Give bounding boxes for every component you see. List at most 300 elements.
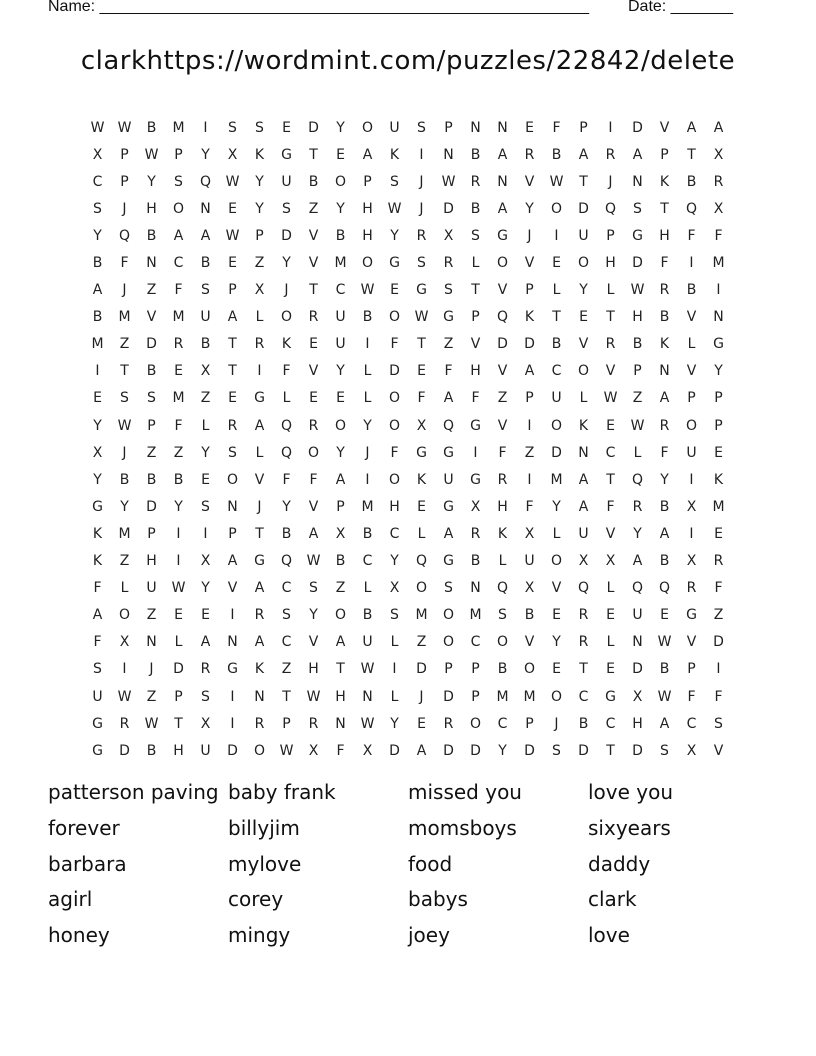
grid-letter: X xyxy=(416,417,427,434)
grid-letter: Q xyxy=(604,200,617,217)
grid-letter: B xyxy=(362,525,373,542)
grid-letter: A xyxy=(443,525,454,542)
grid-letter: J xyxy=(284,282,289,299)
grid-letter: E xyxy=(309,390,318,407)
grid-letter: E xyxy=(228,390,237,407)
grid-letter: P xyxy=(174,688,183,705)
grid-letter: N xyxy=(632,173,643,190)
grid-letter: S xyxy=(633,200,642,217)
grid-letter: D xyxy=(308,119,319,136)
grid-letter: Y xyxy=(390,227,399,244)
grid-letter: C xyxy=(362,553,373,570)
grid-letter: B xyxy=(497,661,508,678)
grid-letter: S xyxy=(201,498,210,515)
grid-letter: F xyxy=(714,688,723,705)
name-line: Name: _______________________________________________________ xyxy=(48,0,589,15)
grid-letter: E xyxy=(282,119,291,136)
grid-letter: C xyxy=(578,688,589,705)
grid-letter: J xyxy=(122,444,127,461)
grid-letter: R xyxy=(254,715,265,732)
grid-letter: W xyxy=(144,715,159,732)
grid-letter: L xyxy=(363,390,372,407)
grid-letter: Y xyxy=(336,200,345,217)
grid-row xyxy=(84,466,732,493)
grid-letter: V xyxy=(605,525,616,542)
grid-letter: S xyxy=(417,119,426,136)
grid-letter: O xyxy=(442,634,455,651)
grid-letter: T xyxy=(471,282,480,299)
grid-letter: I xyxy=(95,363,100,380)
grid-letter: X xyxy=(524,580,535,597)
grid-letter: A xyxy=(659,715,670,732)
grid-letter: T xyxy=(579,661,588,678)
grid-letter: K xyxy=(578,417,589,434)
grid-letter: A xyxy=(173,227,184,244)
grid-letter: N xyxy=(470,119,481,136)
grid-letter: M xyxy=(712,498,725,515)
grid-letter: L xyxy=(606,634,615,651)
grid-letter: Q xyxy=(280,553,293,570)
grid-letter: O xyxy=(172,200,185,217)
grid-letter: O xyxy=(550,688,563,705)
grid-letter: E xyxy=(714,525,723,542)
grid-letter: K xyxy=(92,525,103,542)
grid-letter: A xyxy=(416,742,427,759)
grid-letter: S xyxy=(174,173,183,190)
grid-letter: U xyxy=(92,688,103,705)
grid-letter: V xyxy=(524,255,535,272)
grid-letter: Q xyxy=(577,580,590,597)
grid-letter: K xyxy=(524,309,535,326)
grid-letter: O xyxy=(550,200,563,217)
grid-letter: D xyxy=(389,363,400,380)
grid-letter: O xyxy=(361,119,374,136)
grid-letter: N xyxy=(578,444,589,461)
grid-letter: Y xyxy=(174,498,183,515)
grid-letter: S xyxy=(282,607,291,624)
grid-letter: C xyxy=(281,634,292,651)
grid-row xyxy=(84,249,732,276)
grid-letter: W xyxy=(360,715,375,732)
word-list-item: honey xyxy=(48,923,110,948)
grid-letter: S xyxy=(390,173,399,190)
grid-letter: E xyxy=(174,363,183,380)
grid-row xyxy=(84,168,732,195)
grid-letter: S xyxy=(201,688,210,705)
grid-letter: L xyxy=(579,390,588,407)
grid-letter: W xyxy=(171,580,186,597)
grid-row xyxy=(84,737,732,764)
grid-letter: X xyxy=(92,444,103,461)
grid-letter: I xyxy=(392,661,397,678)
grid-letter: Q xyxy=(415,553,428,570)
grid-letter: O xyxy=(577,255,590,272)
grid-letter: Q xyxy=(442,417,455,434)
grid-letter: B xyxy=(92,255,103,272)
grid-letter: G xyxy=(497,227,508,244)
grid-letter: U xyxy=(389,119,400,136)
grid-letter: A xyxy=(443,390,454,407)
grid-letter: F xyxy=(471,390,480,407)
grid-letter: Y xyxy=(120,498,129,515)
grid-letter: T xyxy=(309,146,318,163)
word-list xyxy=(48,780,768,959)
grid-row xyxy=(84,195,732,222)
grid-letter: G xyxy=(389,255,400,272)
grid-letter: C xyxy=(281,580,292,597)
grid-letter: A xyxy=(578,471,589,488)
grid-letter: C xyxy=(470,634,481,651)
grid-letter: J xyxy=(149,661,154,678)
grid-letter: O xyxy=(226,471,239,488)
grid-letter: X xyxy=(200,363,211,380)
grid-letter: E xyxy=(228,200,237,217)
grid-letter: E xyxy=(93,390,102,407)
grid-letter: B xyxy=(470,200,481,217)
grid-letter: Q xyxy=(658,580,671,597)
grid-letter: F xyxy=(282,363,291,380)
grid-letter: P xyxy=(579,119,588,136)
grid-letter: L xyxy=(417,525,426,542)
grid-letter: Q xyxy=(199,173,212,190)
grid-letter: E xyxy=(606,661,615,678)
grid-letter: W xyxy=(117,119,132,136)
grid-letter: H xyxy=(335,688,346,705)
grid-letter: T xyxy=(606,742,615,759)
grid-letter: I xyxy=(689,255,694,272)
grid-letter: O xyxy=(496,634,509,651)
grid-letter: C xyxy=(173,255,184,272)
grid-letter: A xyxy=(335,634,346,651)
grid-letter: C xyxy=(605,444,616,461)
grid-letter: D xyxy=(632,119,643,136)
grid-letter: S xyxy=(93,661,102,678)
grid-letter: Z xyxy=(713,607,724,624)
grid-letter: R xyxy=(605,336,616,353)
grid-letter: Q xyxy=(496,580,509,597)
grid-letter: W xyxy=(414,309,429,326)
grid-letter: L xyxy=(120,580,129,597)
grid-letter: P xyxy=(147,417,156,434)
grid-letter: A xyxy=(578,498,589,515)
grid-letter: Z xyxy=(146,688,157,705)
grid-letter: L xyxy=(687,336,696,353)
grid-letter: M xyxy=(172,309,185,326)
grid-letter: M xyxy=(91,336,104,353)
grid-letter: B xyxy=(551,336,562,353)
grid-letter: W xyxy=(657,688,672,705)
grid-letter: A xyxy=(200,227,211,244)
grid-letter: O xyxy=(307,444,320,461)
grid-letter: V xyxy=(308,634,319,651)
grid-letter: J xyxy=(419,688,424,705)
grid-letter: B xyxy=(308,173,319,190)
grid-letter: N xyxy=(443,146,454,163)
grid-letter: B xyxy=(146,363,157,380)
header xyxy=(48,0,748,20)
grid-letter: R xyxy=(200,661,211,678)
grid-letter: P xyxy=(714,390,723,407)
grid-letter: Y xyxy=(633,525,642,542)
grid-letter: O xyxy=(388,390,401,407)
grid-letter: W xyxy=(306,553,321,570)
grid-letter: Z xyxy=(119,336,130,353)
grid-row xyxy=(84,710,732,737)
word-list-item: joey xyxy=(408,923,450,948)
grid-letter: F xyxy=(498,444,507,461)
grid-letter: F xyxy=(282,471,291,488)
grid-letter: X xyxy=(686,742,697,759)
grid-letter: R xyxy=(659,417,670,434)
grid-letter: Z xyxy=(308,200,319,217)
grid-row xyxy=(84,114,732,141)
grid-letter: P xyxy=(228,525,237,542)
grid-letter: B xyxy=(119,471,130,488)
grid-letter: E xyxy=(417,715,426,732)
grid-letter: D xyxy=(443,742,454,759)
grid-letter: Y xyxy=(93,471,102,488)
grid-letter: F xyxy=(93,634,102,651)
grid-letter: T xyxy=(255,525,264,542)
grid-letter: I xyxy=(419,146,424,163)
grid-letter: G xyxy=(443,553,454,570)
grid-letter: Z xyxy=(254,255,265,272)
grid-letter: A xyxy=(659,390,670,407)
grid-letter: N xyxy=(254,688,265,705)
grid-letter: F xyxy=(336,742,345,759)
grid-letter: K xyxy=(497,525,508,542)
grid-letter: V xyxy=(308,363,319,380)
grid-letter: Z xyxy=(281,661,292,678)
grid-letter: R xyxy=(578,634,589,651)
grid-letter: P xyxy=(147,525,156,542)
grid-letter: V xyxy=(578,336,589,353)
grid-letter: I xyxy=(203,525,208,542)
grid-letter: W xyxy=(279,742,294,759)
grid-row xyxy=(84,141,732,168)
grid-letter: I xyxy=(176,553,181,570)
grid-letter: L xyxy=(552,525,561,542)
grid-letter: L xyxy=(174,634,183,651)
grid-row xyxy=(84,683,732,710)
grid-letter: G xyxy=(605,688,616,705)
word-list-item: love you xyxy=(588,780,674,804)
grid-letter: F xyxy=(714,227,723,244)
grid-letter: W xyxy=(387,200,402,217)
grid-letter: R xyxy=(524,146,535,163)
grid-letter: Q xyxy=(685,200,698,217)
grid-letter: E xyxy=(579,309,588,326)
grid-letter: H xyxy=(362,227,373,244)
grid-letter: E xyxy=(336,390,345,407)
word-list-item: agirl xyxy=(48,887,93,912)
grid-letter: B xyxy=(659,661,670,678)
grid-letter: I xyxy=(527,417,532,434)
grid-letter: E xyxy=(660,607,669,624)
grid-letter: T xyxy=(228,336,237,353)
grid-letter: W xyxy=(225,173,240,190)
grid-letter: S xyxy=(498,607,507,624)
grid-letter: I xyxy=(257,363,262,380)
grid-letter: V xyxy=(497,363,508,380)
grid-letter: G xyxy=(443,444,454,461)
grid-letter: A xyxy=(254,634,265,651)
grid-letter: Z xyxy=(119,553,130,570)
grid-letter: L xyxy=(363,363,372,380)
grid-letter: O xyxy=(388,309,401,326)
grid-letter: Z xyxy=(200,390,211,407)
grid-letter: A xyxy=(254,417,265,434)
grid-letter: E xyxy=(714,444,723,461)
grid-letter: L xyxy=(390,688,399,705)
grid-letter: S xyxy=(228,444,237,461)
grid-letter: V xyxy=(308,498,319,515)
grid-letter: Y xyxy=(201,444,210,461)
grid-letter: Y xyxy=(336,444,345,461)
grid-letter: D xyxy=(227,742,238,759)
grid-letter: R xyxy=(227,417,238,434)
grid-letter: S xyxy=(309,580,318,597)
grid-letter: U xyxy=(686,444,697,461)
word-list-item: clark xyxy=(588,887,637,912)
grid-letter: V xyxy=(686,309,697,326)
grid-letter: V xyxy=(497,282,508,299)
grid-letter: H xyxy=(308,661,319,678)
grid-letter: F xyxy=(93,580,102,597)
grid-letter: Y xyxy=(201,146,210,163)
grid-letter: V xyxy=(551,580,562,597)
grid-letter: X xyxy=(308,742,319,759)
grid-letter: D xyxy=(146,498,157,515)
grid-letter: Z xyxy=(146,444,157,461)
grid-letter: H xyxy=(146,553,157,570)
grid-letter: Y xyxy=(201,580,210,597)
grid-letter: Y xyxy=(309,607,318,624)
grid-letter: A xyxy=(254,580,265,597)
grid-letter: X xyxy=(443,227,454,244)
grid-letter: Y xyxy=(552,498,561,515)
grid-letter: X xyxy=(92,146,103,163)
grid-letter: R xyxy=(632,498,643,515)
grid-letter: V xyxy=(308,255,319,272)
grid-letter: Z xyxy=(443,336,454,353)
grid-row xyxy=(84,629,732,656)
grid-letter: P xyxy=(633,363,642,380)
letter-grid xyxy=(84,114,732,764)
grid-letter: J xyxy=(527,227,532,244)
grid-letter: G xyxy=(632,227,643,244)
grid-letter: B xyxy=(470,553,481,570)
grid-letter: P xyxy=(471,661,480,678)
grid-letter: J xyxy=(365,444,370,461)
grid-letter: D xyxy=(281,227,292,244)
grid-letter: Y xyxy=(390,553,399,570)
grid-letter: P xyxy=(120,146,129,163)
grid-letter: R xyxy=(713,553,724,570)
grid-letter: T xyxy=(174,715,183,732)
grid-letter: H xyxy=(173,742,184,759)
grid-letter: S xyxy=(93,200,102,217)
grid-row xyxy=(84,358,732,385)
grid-letter: F xyxy=(390,444,399,461)
grid-letter: F xyxy=(552,119,561,136)
grid-letter: V xyxy=(713,742,724,759)
grid-letter: X xyxy=(200,715,211,732)
grid-letter: N xyxy=(362,688,373,705)
grid-letter: M xyxy=(118,309,131,326)
grid-letter: K xyxy=(92,553,103,570)
grid-letter: A xyxy=(659,525,670,542)
grid-letter: D xyxy=(497,336,508,353)
grid-letter: O xyxy=(334,173,347,190)
grid-letter: U xyxy=(200,742,211,759)
grid-letter: T xyxy=(552,309,561,326)
grid-row xyxy=(84,602,732,629)
grid-letter: I xyxy=(608,119,613,136)
grid-letter: Q xyxy=(280,417,293,434)
grid-letter: I xyxy=(473,444,478,461)
grid-letter: V xyxy=(524,173,535,190)
grid-letter: D xyxy=(470,742,481,759)
grid-letter: S xyxy=(147,390,156,407)
grid-letter: O xyxy=(253,742,266,759)
grid-letter: R xyxy=(308,417,319,434)
grid-letter: A xyxy=(713,119,724,136)
grid-letter: P xyxy=(471,309,480,326)
grid-letter: B xyxy=(551,146,562,163)
grid-letter: P xyxy=(471,688,480,705)
grid-letter: R xyxy=(470,173,481,190)
grid-letter: C xyxy=(605,715,616,732)
grid-letter: N xyxy=(632,634,643,651)
grid-letter: H xyxy=(389,498,400,515)
grid-letter: M xyxy=(469,607,482,624)
grid-letter: K xyxy=(254,661,265,678)
grid-letter: I xyxy=(230,715,235,732)
grid-letter: L xyxy=(255,444,264,461)
word-list-item: mylove xyxy=(228,851,302,876)
grid-letter: G xyxy=(254,390,265,407)
grid-letter: F xyxy=(174,282,183,299)
grid-letter: S xyxy=(444,580,453,597)
grid-letter: J xyxy=(122,200,127,217)
grid-letter: B xyxy=(686,282,697,299)
grid-letter: T xyxy=(309,282,318,299)
grid-letter: D xyxy=(416,661,427,678)
grid-letter: P xyxy=(336,498,345,515)
grid-letter: V xyxy=(659,119,670,136)
grid-letter: L xyxy=(552,282,561,299)
grid-letter: V xyxy=(524,634,535,651)
grid-letter: N xyxy=(146,255,157,272)
grid-letter: D xyxy=(524,336,535,353)
grid-row xyxy=(84,412,732,439)
grid-letter: V xyxy=(605,363,616,380)
grid-letter: V xyxy=(146,309,157,326)
grid-letter: U xyxy=(281,173,292,190)
grid-letter: K xyxy=(254,146,265,163)
grid-letter: L xyxy=(255,309,264,326)
grid-letter: G xyxy=(470,471,481,488)
grid-letter: O xyxy=(334,607,347,624)
grid-letter: B xyxy=(173,471,184,488)
grid-letter: H xyxy=(497,498,508,515)
grid-letter: X xyxy=(632,688,643,705)
grid-letter: F xyxy=(525,498,534,515)
grid-letter: A xyxy=(686,119,697,136)
grid-letter: P xyxy=(120,173,129,190)
grid-letter: O xyxy=(469,715,482,732)
